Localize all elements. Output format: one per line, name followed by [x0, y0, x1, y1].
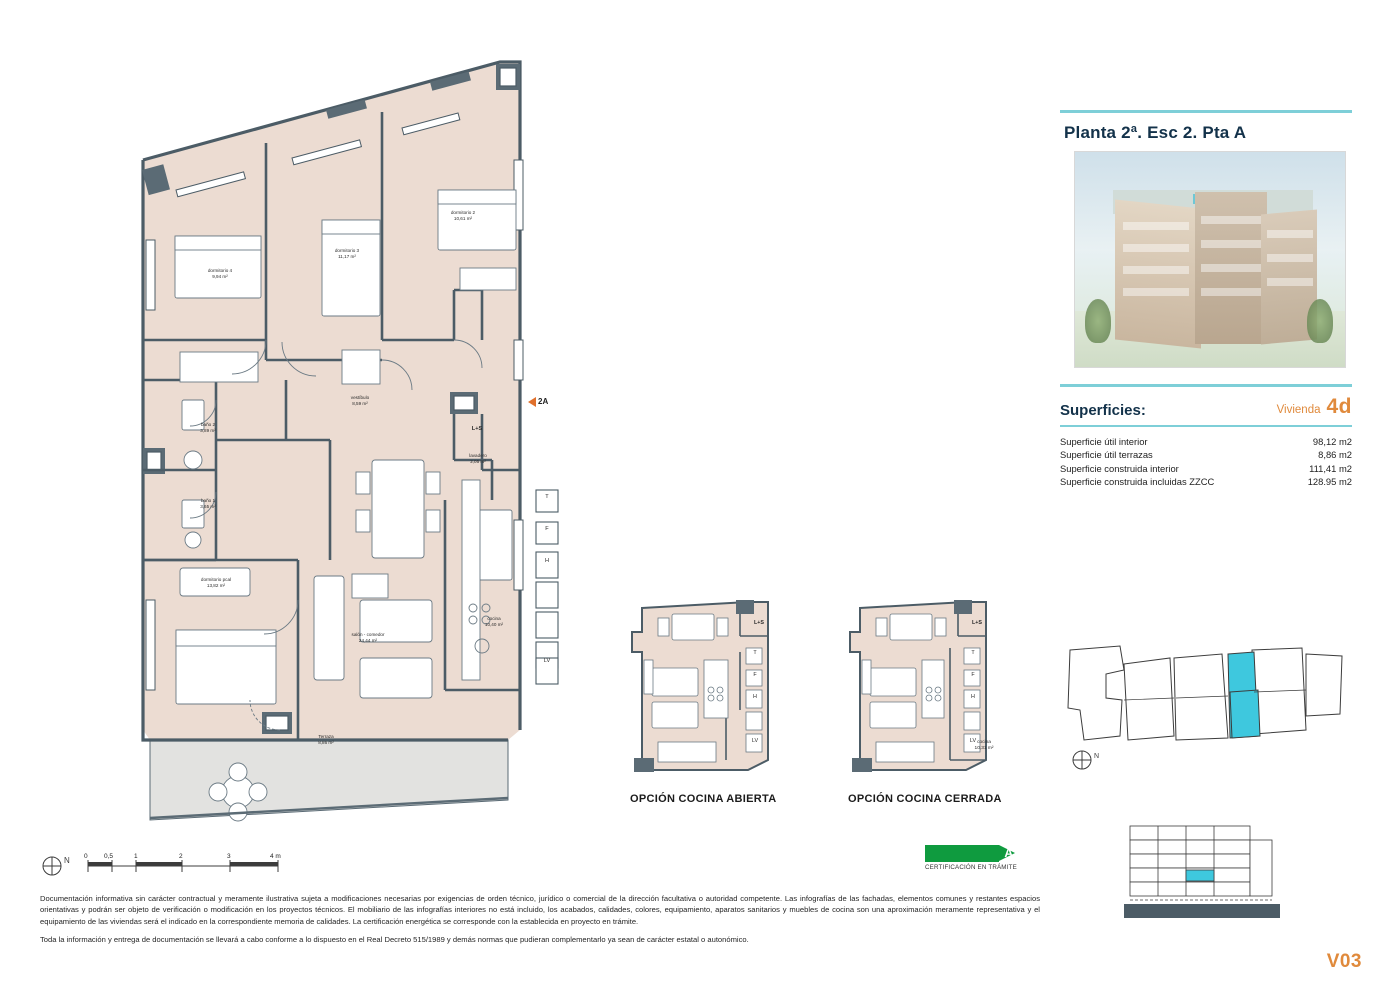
key-plan-svg	[1062, 640, 1362, 790]
scale-bar-svg	[82, 848, 302, 878]
surface-label: Superficie construida incluidas ZZCC	[1060, 476, 1215, 487]
render-window	[1267, 254, 1313, 262]
appliance-label-ls: L+S	[971, 620, 983, 626]
compass-rose	[38, 846, 78, 885]
scale-tick: 1	[134, 853, 138, 860]
appliance-label-h: H	[971, 694, 975, 700]
energy-letter: A	[1004, 846, 1013, 860]
svg-text:N: N	[1094, 753, 1100, 760]
option-plan-open-kitchen	[628, 590, 798, 795]
room-name: cocina	[487, 616, 501, 621]
surfaces-header	[1060, 395, 1352, 419]
building-section	[1120, 820, 1300, 915]
render-window	[1123, 266, 1189, 274]
render-window	[1123, 222, 1189, 230]
room-label-bano-1	[182, 498, 234, 510]
render-window	[1267, 278, 1313, 286]
main-floorplan	[30, 40, 590, 840]
arrow-left-icon	[528, 397, 536, 407]
building-render	[1074, 151, 1346, 368]
room-area: 3,89 m²	[200, 428, 216, 433]
surface-value: 128.95 m2	[1307, 476, 1352, 487]
surface-value: 8,86 m2	[1318, 449, 1352, 460]
appliance-label-lv: LV	[751, 738, 759, 744]
surfaces-row	[1060, 448, 1352, 462]
appliance-label-f: F	[545, 526, 549, 532]
appliance-label-lv: LV	[543, 658, 551, 664]
room-area: 10,31 m²	[974, 746, 994, 751]
option-caption-open-kitchen: OPCIÓN COCINA ABIERTA	[630, 793, 777, 805]
sheet-code: V03	[1326, 951, 1362, 972]
room-label-dormitorio-3	[312, 248, 382, 260]
dwelling-code: 4d	[1326, 395, 1352, 418]
surfaces-row	[1060, 475, 1352, 489]
compass-icon	[38, 846, 78, 880]
option-plan-closed-kitchen	[846, 590, 1016, 795]
render-window	[1201, 216, 1261, 224]
room-area: 2,05 m²	[470, 459, 486, 464]
appliance-label-t: T	[971, 650, 975, 656]
room-area: 8,59 m²	[352, 401, 368, 406]
room-name: baño 2	[200, 422, 216, 427]
disclaimer-paragraph-1: Documentación informativa sin carácter contractual y meramente ilustrativa sujeta a modificaciones necesarias por exigencias de orden técnico, jurídico o comercial de la dirección facultativa o autoridad competente. Las infografías de las fachadas, elementos comunes y restantes espacios orientativas y podrán ser objeto de verificación o modificación en los proyectos técnicos. El mobiliario de las infografías interiores no está incluido, los acabados, calidades, colores, equipamiento, aparatos sanitarios y muebles de cocina son una aproximación meramente representativa y el equipamiento de las viviendas será el indicado en la correspondiente memoria de calidades. La certificación energética se corresponde con la establecida en proyecto en trámite.	[40, 894, 1040, 926]
room-label-vestibulo	[330, 395, 390, 407]
appliance-label-f: F	[753, 672, 757, 678]
room-name: Terraza	[318, 734, 334, 739]
appliance-label-ls: L+S	[471, 426, 483, 432]
render-window	[1123, 288, 1189, 296]
surface-label: Superficie construida interior	[1060, 462, 1179, 474]
energy-arrow	[925, 845, 1017, 862]
room-name: dormitorio 4	[207, 268, 233, 273]
room-name: vestíbulo	[350, 395, 370, 400]
render-window	[1123, 244, 1189, 252]
room-area: 3,65 m²	[200, 504, 216, 509]
energy-rating	[925, 845, 1025, 871]
surface-value: 98,12 m2	[1312, 435, 1352, 447]
room-area: 13,82 m²	[206, 583, 226, 588]
appliance-label-t: T	[545, 494, 549, 500]
surfaces-row	[1060, 435, 1352, 449]
energy-arrow-body	[925, 845, 999, 862]
entrance-marker: 2A	[528, 397, 548, 407]
appliance-label-h: H	[544, 558, 550, 564]
dwelling-code-wrap	[1277, 395, 1352, 419]
surfaces-rule-2	[1060, 425, 1352, 427]
room-area: 10,61 m²	[453, 216, 473, 221]
surfaces-table	[1060, 435, 1352, 489]
surface-value: 111,41 m2	[1309, 462, 1352, 474]
plan-title: Planta 2ª. Esc 2. Pta A	[1064, 123, 1247, 142]
svg-text:N: N	[64, 856, 70, 865]
scale-tick: 0	[84, 853, 88, 860]
disclaimer-paragraph-2: Toda la información y entrega de documentación se llevará a cabo conforme a lo dispuesto en el Real Decreto 515/1989 y demás normas que pudieran complementarlo ya sean de carácter estatal o autonómico.	[40, 935, 749, 945]
appliance-label-t: T	[753, 650, 757, 656]
room-label-dormitorio-2	[428, 210, 498, 222]
surfaces-row	[1060, 462, 1352, 476]
appliance-label-lv: LV	[969, 738, 977, 744]
render-tree	[1085, 299, 1111, 343]
room-name: cocina	[977, 740, 991, 745]
appliance-label-f: F	[971, 672, 975, 678]
render-window	[1201, 288, 1261, 296]
dwelling-label: Vivienda	[1276, 404, 1321, 416]
scale-bar	[82, 848, 302, 883]
disclaimer	[40, 893, 1040, 953]
room-label-lavadero	[454, 453, 502, 465]
room-name: baño 1	[200, 498, 216, 503]
room-name: salón - comedor	[351, 632, 385, 637]
room-label-salon-comedor	[328, 632, 408, 644]
surfaces-rule	[1060, 384, 1352, 387]
info-panel	[1060, 110, 1360, 489]
scale-tick: 4 m	[270, 853, 281, 860]
room-name: dormitorio 2	[450, 210, 476, 215]
panel-top-rule	[1060, 110, 1352, 113]
energy-caption: CERTIFICACIÓN EN TRÁMITE	[925, 864, 1017, 871]
room-area: 9,94 m²	[212, 274, 228, 279]
surface-label: Superficie útil interior	[1060, 435, 1148, 447]
room-label-cocina-cerrada	[958, 740, 1010, 752]
scale-tick: 0,5	[104, 853, 114, 860]
main-floorplan-svg	[30, 40, 590, 840]
appliance-label-h: H	[753, 694, 757, 700]
render-window	[1201, 264, 1261, 272]
room-label-cocina	[468, 616, 520, 628]
surfaces-title: Superficies:	[1060, 402, 1146, 419]
room-label-bano-2	[182, 422, 234, 434]
room-area: 11,17 m²	[338, 254, 356, 259]
scale-tick: 3	[227, 853, 231, 860]
room-label-dormitorio-pcal	[178, 577, 254, 589]
room-label-terraza	[298, 734, 354, 746]
appliance-label-ls: L+S	[753, 620, 765, 626]
render-window	[1267, 230, 1313, 238]
room-name: dormitorio pcal	[200, 577, 232, 582]
scale-tick: 2	[179, 853, 183, 860]
room-area: 24,44 m²	[358, 638, 378, 643]
room-name: dormitorio 3	[334, 248, 360, 253]
room-label-dormitorio-4	[185, 268, 255, 280]
render-tree	[1307, 299, 1333, 343]
room-area: 10,40 m²	[484, 622, 504, 627]
building-section-svg	[1120, 820, 1320, 930]
option-caption-closed-kitchen: OPCIÓN COCINA CERRADA	[848, 793, 1002, 805]
surface-label: Superficie útil terrazas	[1060, 449, 1153, 460]
room-name: lavadero	[469, 453, 487, 458]
render-window	[1201, 240, 1261, 248]
key-plan	[1062, 640, 1362, 790]
room-area: 8,86 m²	[318, 740, 334, 745]
